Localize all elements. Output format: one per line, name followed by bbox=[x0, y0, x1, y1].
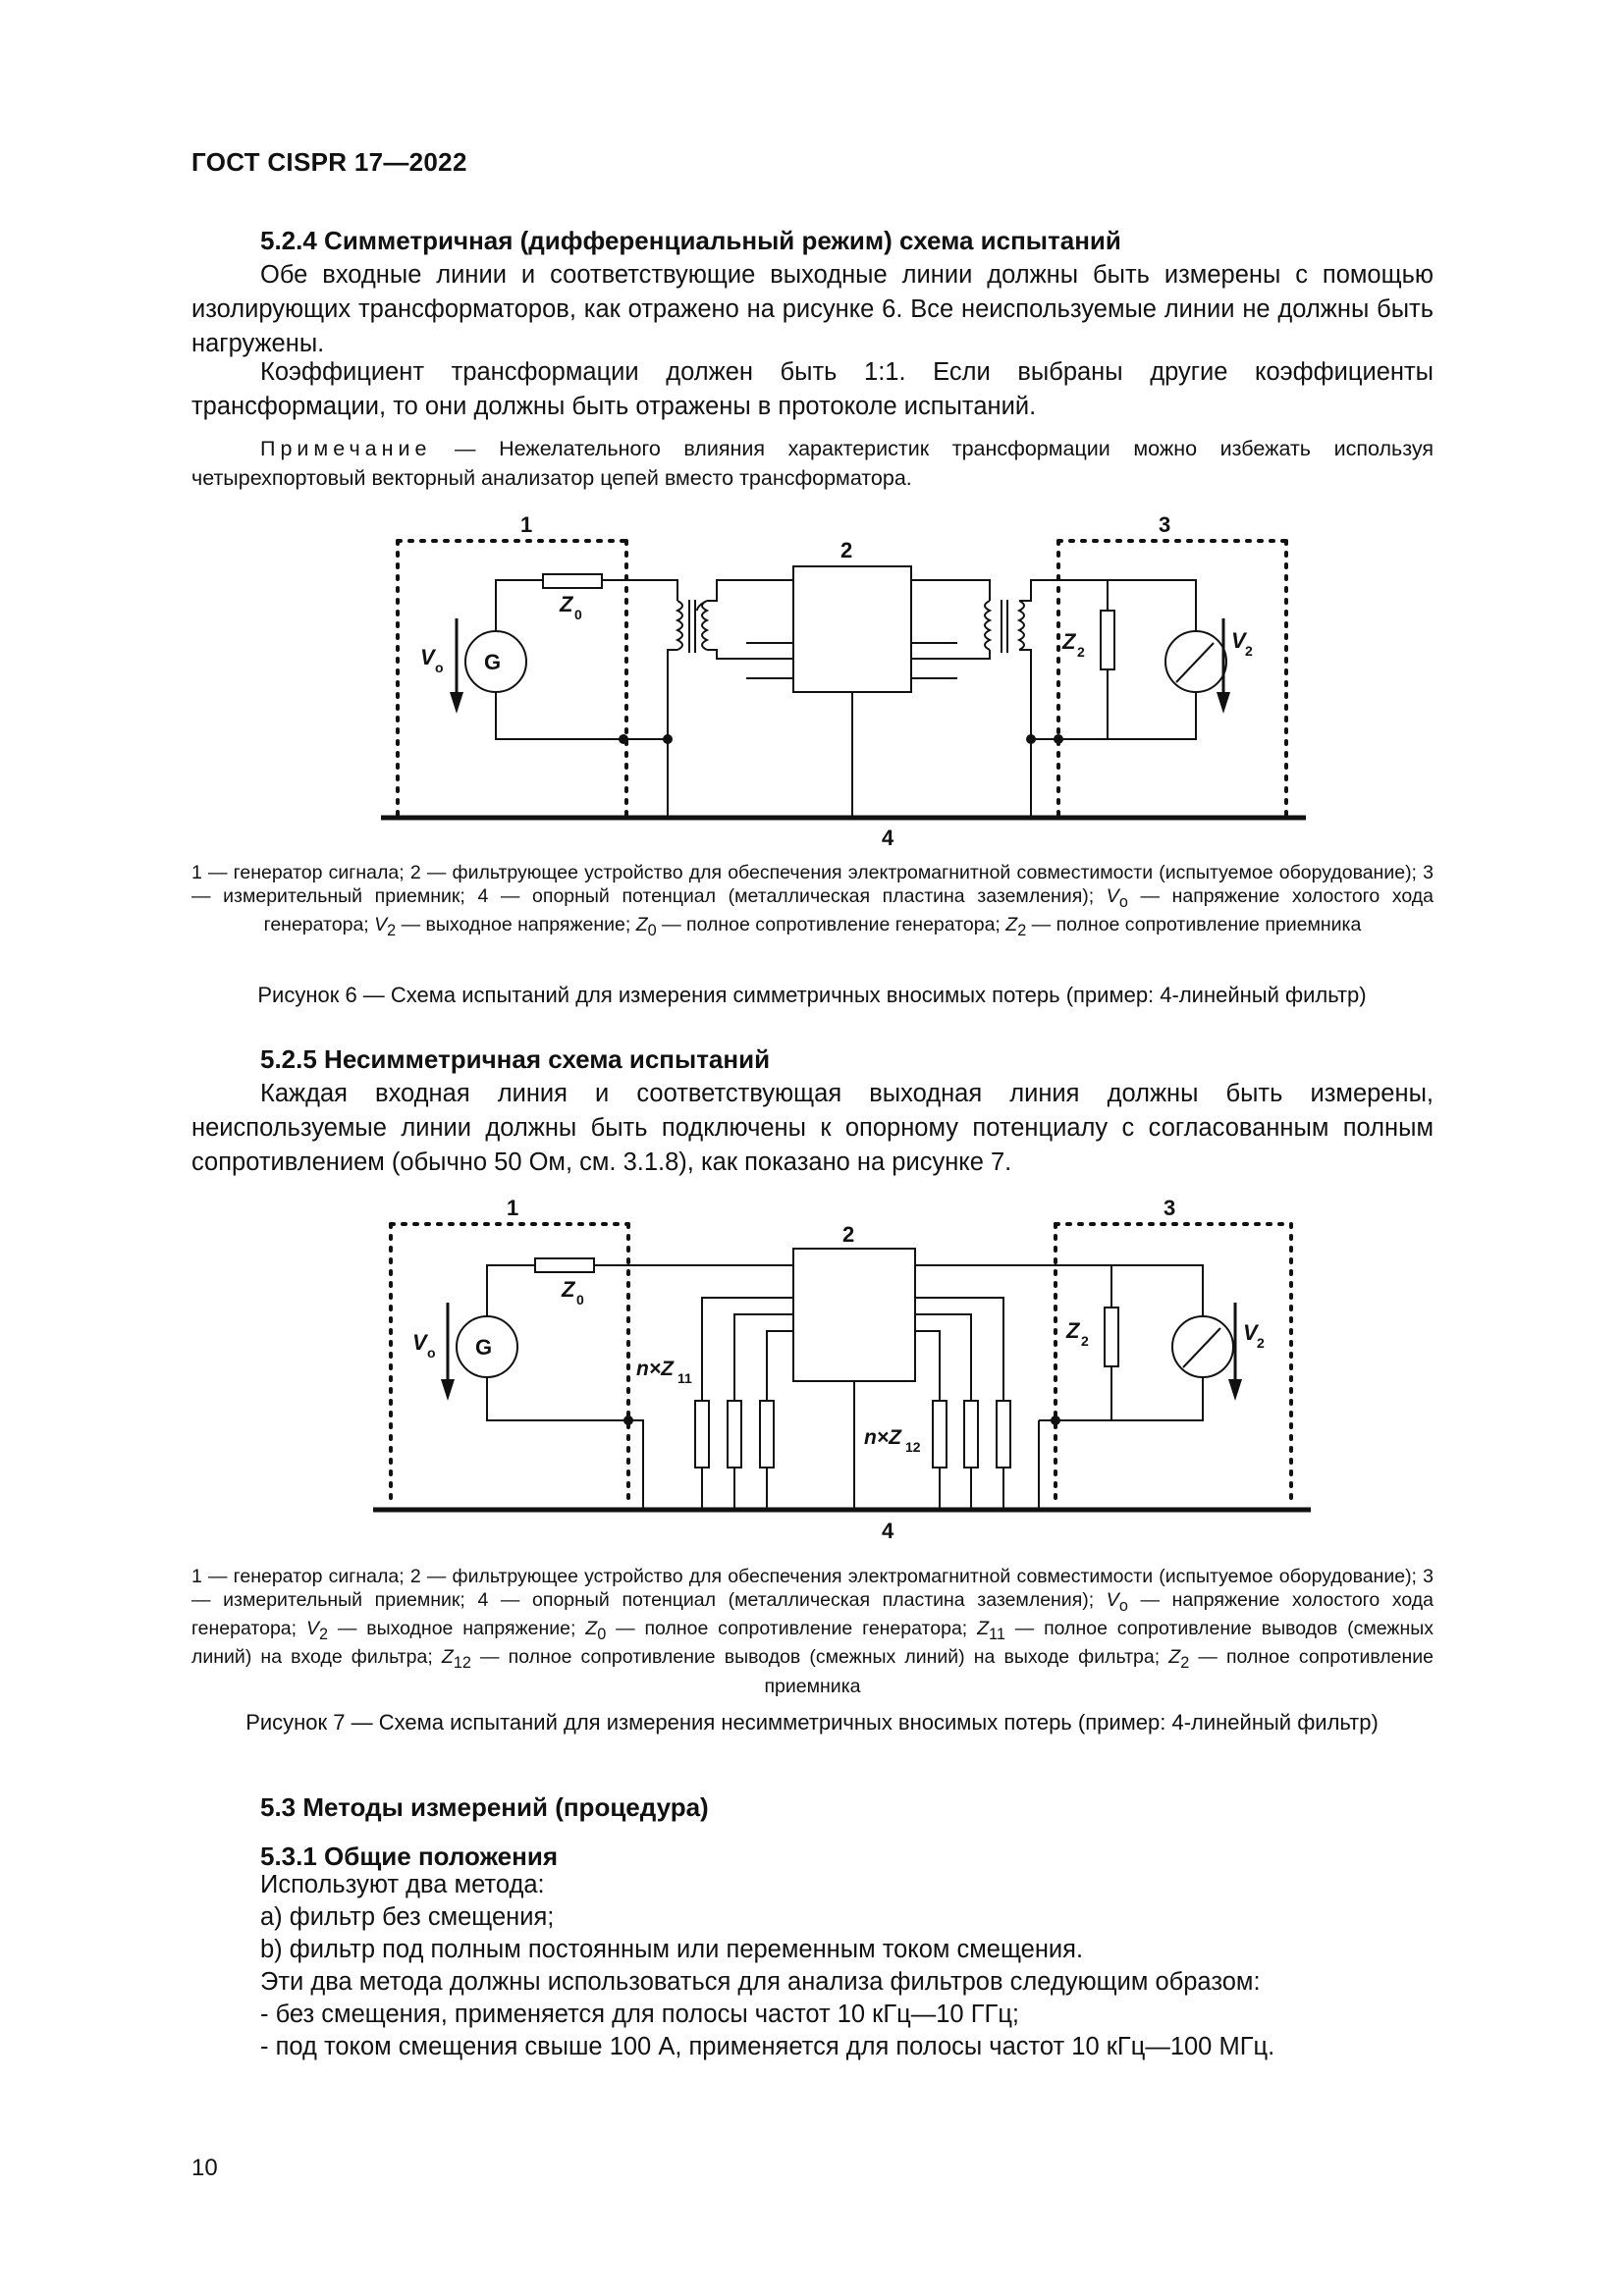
section-5-3-1-title: 5.3.1 Общие положения bbox=[260, 1842, 558, 1871]
fig6-generator-box bbox=[398, 541, 626, 815]
fig7-nz12-sub: 12 bbox=[905, 1439, 921, 1455]
note-text: — Нежелательного влияния характеристик трансформации можно избежать используя четырехпортовый векторный анализатор цепей вместо трансформатора. bbox=[191, 437, 1434, 490]
fig7-vo-sub: o bbox=[427, 1345, 436, 1361]
fig6-v2-label: V bbox=[1231, 628, 1246, 653]
fig7-legend-sub: o bbox=[1118, 1596, 1128, 1615]
fig7-z0-resistor bbox=[535, 1258, 594, 1272]
fig7-legend-sym: Z bbox=[585, 1617, 598, 1639]
figure-7-schematic bbox=[0, 1193, 1624, 1566]
fig7-label-2: 2 bbox=[842, 1222, 855, 1247]
fig6-legend-part: — напряжение холостого хода генератора; bbox=[263, 884, 1434, 935]
fig7-legend-part: — напряжение холостого хода генератора; bbox=[191, 1588, 1434, 1639]
list-item: b) фильтр под полным постоянным или переменным током смещения. bbox=[260, 1936, 1084, 1963]
section-5-2-4-para-2 bbox=[191, 355, 1434, 424]
fig6-vo-sub: o bbox=[435, 660, 444, 675]
page-number: 10 bbox=[191, 2155, 218, 2181]
fig7-z11-resistor-1 bbox=[695, 1401, 709, 1468]
fig6-label-3: 3 bbox=[1159, 512, 1171, 537]
fig6-legend-sub: 2 bbox=[387, 921, 397, 939]
list-item: a) фильтр без смещения; bbox=[260, 1903, 555, 1931]
fig7-v2-sub: 2 bbox=[1257, 1335, 1265, 1351]
section-5-2-4-note bbox=[191, 434, 1434, 493]
fig7-generator-box bbox=[391, 1224, 628, 1507]
fig7-legend-part: — полное сопротивление генератора; bbox=[606, 1617, 978, 1639]
fig6-label-4: 4 bbox=[882, 826, 894, 850]
fig7-z12-resistor-3 bbox=[997, 1401, 1010, 1468]
fig7-z0-sub: 0 bbox=[576, 1292, 584, 1308]
fig7-legend-sym: Z bbox=[1168, 1646, 1181, 1669]
fig6-legend-part: — выходное напряжение; bbox=[396, 913, 636, 935]
fig6-z0-label: Z bbox=[560, 592, 573, 616]
fig6-legend-part: — полное сопротивление генератора; bbox=[656, 913, 1006, 935]
fig7-legend-sub: 2 bbox=[318, 1625, 328, 1643]
fig6-vo-label: V bbox=[420, 645, 435, 669]
list-item: - под током смещения свыше 100 А, применяется для полосы частот 10 кГц—100 МГц. bbox=[260, 2033, 1275, 2060]
fig7-z0-label: Z bbox=[562, 1277, 575, 1302]
fig6-legend-sym: V bbox=[1106, 884, 1119, 907]
fig7-v2-label: V bbox=[1243, 1320, 1258, 1345]
fig7-label-1: 1 bbox=[507, 1196, 519, 1220]
section-5-2-4-para-2-text: Коэффициент трансформации должен быть 1:1. Если выбраны другие коэффициенты трансформации, то они должны быть отражены в протоколе испытаний. bbox=[191, 358, 1434, 420]
fig7-legend-part: 1 — генератор сигнала; 2 — фильтрующее устройство для обеспечения электромагнитной совместимости (испытуемое оборудование); 3 — измерительный приемник; 4 — опорный потенциал (металлическая пластина заземления); bbox=[191, 1566, 1434, 1611]
fig7-nz11-sub: 11 bbox=[677, 1370, 692, 1386]
fig6-z0-resistor bbox=[543, 574, 602, 588]
list-item: Используют два метода: bbox=[260, 1871, 545, 1898]
fig6-legend-part: — полное сопротивление приемника bbox=[1026, 913, 1362, 935]
fig7-legend-sym: Z bbox=[441, 1646, 454, 1669]
document-header: ГОСТ CISPR 17—2022 bbox=[191, 147, 467, 177]
fig7-legend-part: — выходное напряжение; bbox=[328, 1617, 586, 1639]
section-5-2-4-para-1 bbox=[191, 258, 1434, 361]
fig6-label-1: 1 bbox=[520, 512, 533, 537]
fig7-legend-part: — полное сопротивление приемника bbox=[764, 1646, 1434, 1697]
fig7-legend-sym: Z bbox=[977, 1617, 989, 1639]
fig7-nz12-label: n×Z bbox=[864, 1426, 901, 1449]
section-5-2-4-title: 5.2.4 Симметричная (дифференциальный режим) схема испытаний bbox=[260, 226, 1121, 255]
section-5-2-5-para-1-text: Каждая входная линия и соответствующая выходная линия должны быть измерены, неиспользуемые линии должны быть подключены к опорному потенциалу с согласованным полным сопротивлением (обычно 50 Ом, см. 3.1.8), как показано на рисунке 7. bbox=[191, 1080, 1434, 1176]
fig7-z12-resistor-1 bbox=[933, 1401, 947, 1468]
fig6-legend-sym: Z bbox=[635, 913, 648, 935]
figure-6-caption: Рисунок 6 — Схема испытаний для измерения симметричных вносимых потерь (пример: 4-линейный фильтр) bbox=[257, 983, 1367, 1007]
fig7-legend-sym: V bbox=[1106, 1588, 1119, 1611]
figure-7-legend bbox=[191, 1566, 1434, 1698]
fig6-legend-sub: o bbox=[1118, 892, 1128, 911]
fig7-legend-sub: 0 bbox=[597, 1625, 607, 1643]
fig7-z2-resistor bbox=[1105, 1308, 1118, 1366]
figure-7-caption: Рисунок 7 — Схема испытаний для измерения несимметричных вносимых потерь (пример: 4-линейный фильтр) bbox=[245, 1710, 1379, 1735]
fig7-legend-sub: 11 bbox=[989, 1625, 1005, 1643]
fig7-legend-part: — полное сопротивление выводов (смежных линий) на входе фильтра; bbox=[191, 1617, 1434, 1669]
figure-6-schematic bbox=[0, 506, 1624, 859]
list-item: - без смещения, применяется для полосы частот 10 кГц—10 ГГц; bbox=[260, 2001, 1020, 2028]
fig7-label-4: 4 bbox=[882, 1519, 894, 1543]
fig7-z2-label: Z bbox=[1066, 1318, 1080, 1343]
section-5-2-5-title: 5.2.5 Несимметричная схема испытаний bbox=[260, 1044, 771, 1074]
fig7-legend-sub: 2 bbox=[1180, 1654, 1190, 1673]
fig7-z11-resistor-2 bbox=[728, 1401, 741, 1468]
list-item: Эти два метода должны использоваться для анализа фильтров следующим образом: bbox=[260, 1968, 1261, 1996]
fig7-legend-sub: 12 bbox=[453, 1654, 471, 1673]
fig7-receiver-box bbox=[1056, 1224, 1291, 1507]
fig7-z2-sub: 2 bbox=[1081, 1333, 1089, 1349]
fig6-legend-sym: V bbox=[374, 913, 388, 935]
fig7-z12-resistor-2 bbox=[964, 1401, 978, 1468]
fig6-v2-sub: 2 bbox=[1245, 643, 1253, 659]
section-5-3-1-body bbox=[260, 1869, 1274, 2063]
fig7-vo-label: V bbox=[412, 1330, 427, 1355]
fig6-z2-sub: 2 bbox=[1077, 644, 1085, 660]
fig6-legend-sym: Z bbox=[1005, 913, 1018, 935]
fig6-legend-sub: 0 bbox=[647, 921, 657, 939]
fig7-legend-sym: V bbox=[305, 1617, 319, 1639]
section-5-3-title: 5.3 Методы измерений (процедура) bbox=[260, 1792, 709, 1822]
fig6-z2-label: Z bbox=[1062, 629, 1076, 654]
fig6-receiver-box bbox=[1058, 541, 1286, 815]
fig6-z0-sub: 0 bbox=[574, 607, 582, 622]
fig6-g-label: G bbox=[484, 650, 502, 674]
section-5-2-5-para-1 bbox=[191, 1077, 1434, 1180]
fig6-filter-device bbox=[793, 566, 911, 692]
section-5-2-4-para-1-text: Обе входные линии и соответствующие выходные линии должны быть измерены с помощью изолирующих трансформаторов, как отражено на рисунке 6. Все неиспользуемые линии не должны быть нагружены. bbox=[191, 261, 1434, 357]
fig7-g-label: G bbox=[475, 1335, 493, 1360]
fig6-legend-part: 1 — генератор сигнала; 2 — фильтрующее устройство для обеспечения электромагнитной совместимости (испытуемое оборудование); 3 — измерительный приемник; 4 — опорный потенциал (металлическая пластина заземления); bbox=[191, 862, 1434, 907]
fig7-z11-resistor-3 bbox=[760, 1401, 774, 1468]
fig6-label-2: 2 bbox=[840, 538, 853, 562]
note-label: Примечание bbox=[260, 437, 432, 460]
fig7-nz11-label: n×Z bbox=[636, 1358, 674, 1380]
fig6-legend-sub: 2 bbox=[1017, 921, 1027, 939]
fig7-label-3: 3 bbox=[1164, 1196, 1176, 1220]
figure-6-legend bbox=[191, 862, 1434, 942]
fig7-legend-part: — полное сопротивление выводов (смежных линий) на выходе фильтра; bbox=[470, 1646, 1169, 1669]
fig7-filter-device bbox=[793, 1249, 915, 1381]
fig6-z2-resistor bbox=[1101, 611, 1114, 669]
